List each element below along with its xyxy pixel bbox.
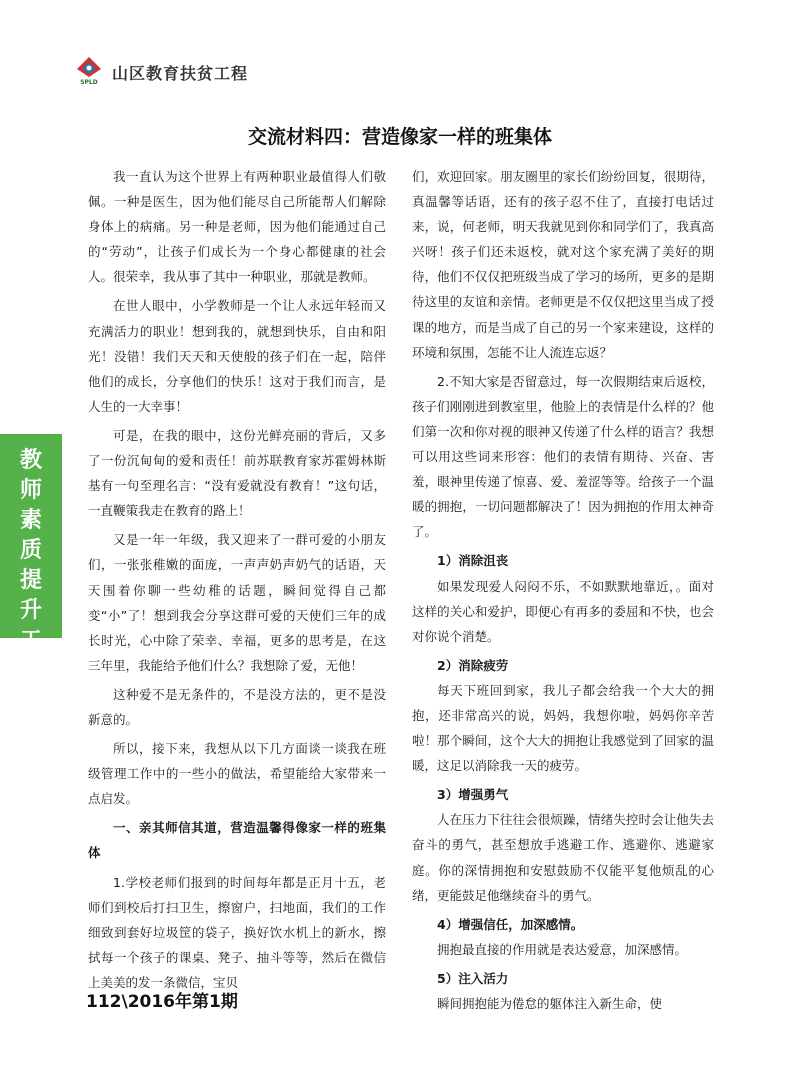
subheading: 4）增强信任，加深感情。	[437, 916, 584, 932]
side-tab-char: 质	[19, 538, 42, 563]
paragraph: 们，欢迎回家。朋友圈里的家长们纷纷回复，很期待，真温馨等话语，还有的孩子忍不住了，直接打电话过来，说，何老师，明天我就见到你和同学们了，我真高兴呀！孩子们还未返校，就对这个家充满了美好的期待，他们不仅仅把班级当成了学习的场所，更多的是期待这里的友谊和亲情。老师更是不仅仅把这里当成了授课的地方，而是当成了自己的另一个家来建设，这样的环境和氛围，怎能不让人流连忘返？	[412, 169, 714, 360]
section-heading: 一、亲其师信其道，营造温馨得像家一样的班集体	[88, 820, 386, 861]
paragraph: 又是一年一年级，我又迎来了一群可爱的小朋友们，一张张稚嫩的面庞，一声声奶声奶气的话语，天天围着你聊一些幼稚的话题，瞬间觉得自己都变“小”了！想到我会分享这群可爱的天使们三年的成长时光，心中除了荣幸、幸福，更多的思考是，在这三年里，我能给予他们什么？我想除了爱，无他！	[88, 532, 386, 673]
paragraph: 拥抱最直接的作用就是表达爱意，加深感情。	[437, 941, 688, 957]
paragraph: 瞬间拥抱能为倦怠的躯体注入新生命，使	[437, 996, 663, 1011]
paragraph: 所以，接下来，我想从以下几方面谈一谈我在班级管理工作中的一些小的做法，希望能给大家带来一点启发。	[88, 741, 386, 807]
side-tab-text	[0, 446, 62, 686]
logo-icon	[72, 55, 106, 79]
left-column	[88, 164, 386, 999]
paragraph: 我一直认为这个世界上有两种职业最值得人们敬佩。一种是医生，因为他们能尽自己所能帮人们解除身体上的病痛。另一种是老师，因为他们能通过自己的“劳动”，让孩子们成长为一个身心都健康的社会人。很荣幸，我从事了其中一种职业，那就是教师。	[88, 169, 386, 285]
subheading: 1）消除沮丧	[437, 553, 509, 569]
right-column	[412, 164, 714, 1020]
paragraph: 2.不知大家是否留意过，每一次假期结束后返校，孩子们刚刚进到教室里，他脸上的表情是什么样的？他们第一次和你对视的眼神又传递了什么样的语言？我想可以用这些词来形容：他们的表情有期待、兴奋、害羞，眼神里传递了惊喜、爱、羞涩等等。给孩子一个温暖的拥抱，一切问题都解决了！因为拥抱的作用太神奇了。	[412, 373, 714, 540]
side-tab-char: 师	[19, 478, 42, 503]
paragraph: 每天下班回到家，我儿子都会给我一个大大的拥抱，还非常高兴的说，妈妈，我想你啦，妈妈你辛苦啦！那个瞬间，这个大大的拥抱让我感觉到了回家的温暖，这足以消除我一天的疲劳。	[412, 682, 714, 774]
subheading: 5）注入活力	[437, 970, 509, 986]
logo-caption: SPLD	[80, 79, 98, 86]
side-tab	[0, 434, 62, 683]
subheading: 3）增强勇气	[437, 787, 509, 803]
paragraph: 人在压力下往往会很烦躁，情绪失控时会让他失去奋斗的勇气，甚至想放手逃避工作、逃避你、逃避家庭。你的深情拥抱和安慰鼓励不仅能平复他烦乱的心绪，更能鼓足他继续奋斗的勇气。	[412, 812, 714, 903]
article-title: 交流材料四：营造像家一样的班集体	[247, 126, 552, 148]
paragraph: 这种爱不是无条件的，不是没方法的，更不是没新意的。	[88, 686, 386, 727]
side-tab-char: 工	[19, 628, 42, 653]
subheading: 2）消除疲劳	[437, 657, 509, 673]
side-tab-char: 程	[19, 658, 42, 683]
paragraph: 在世人眼中，小学教师是一个让人永远年轻而又充满活力的职业！想到我的，就想到快乐，自由和阳光！没错！我们天天和天使般的孩子们在一起，陪伴他们的成长，分享他们的快乐！这对于我们而言，是人生的一大幸事！	[88, 298, 386, 414]
page-header	[72, 52, 248, 92]
logo	[72, 55, 106, 89]
paragraph: 可是，在我的眼中，这份光鲜亮丽的背后，又多了一份沉甸甸的爱和责任！前苏联教育家苏霍姆林斯基有一句至理名言：“没有爱就没有教育！”这句话，一直鞭策我走在教育的路上！	[88, 427, 386, 519]
page-footer: 112\2016年第1期	[86, 992, 238, 1012]
header-title: 山区教育扶贫工程	[112, 63, 249, 83]
side-tab-char: 素	[19, 508, 42, 533]
side-tab-char: 教	[19, 448, 42, 473]
paragraph: 1.学校老师们报到的时间每年都是正月十五，老师们到校后打扫卫生，擦窗户，扫地面，我们的工作细致到套好垃圾筐的袋子，换好饮水机上的新水，擦拭每一个孩子的课桌、凳子、抽斗等等，然后在微信上美美的发一条微信，宝贝	[88, 874, 386, 990]
paragraph: 如果发现爱人闷闷不乐，不如默默地靠近，。面对这样的关心和爱护，即便心有再多的委屈和不快，也会对你说个消楚。	[412, 578, 714, 644]
side-tab-char: 提	[19, 568, 42, 593]
side-tab-char: 升	[19, 598, 42, 623]
